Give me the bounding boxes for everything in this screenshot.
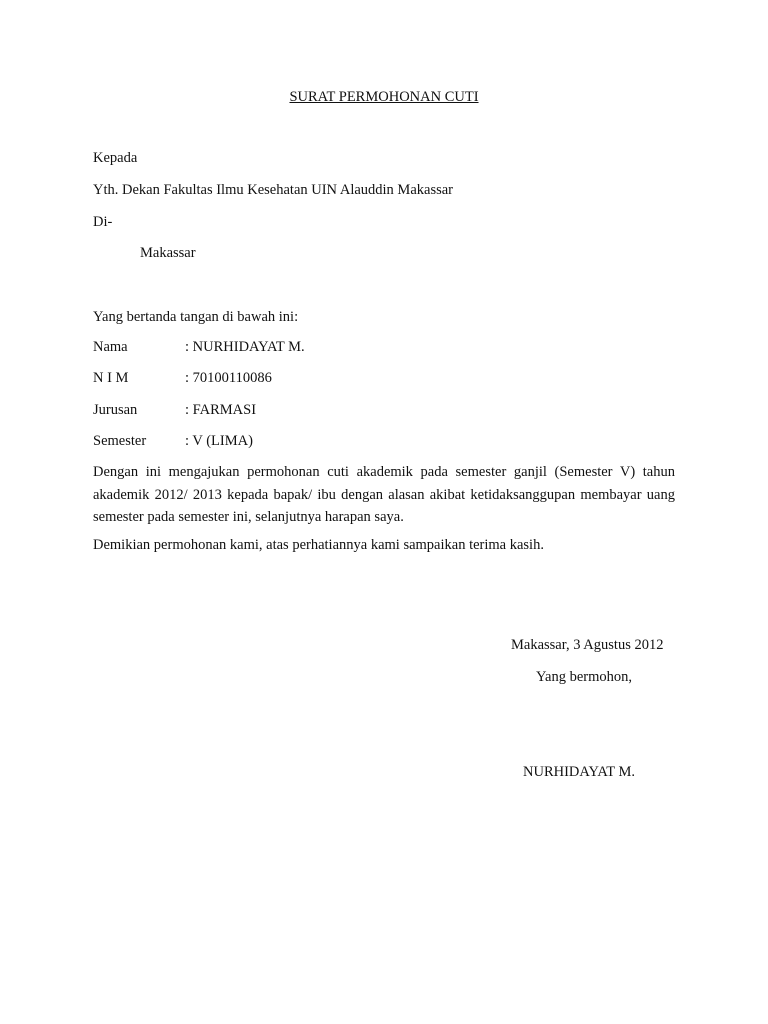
field-label-nim: N I M [93, 370, 129, 386]
closing-paragraph: Demikian permohonan kami, atas perhatiannya kami sampaikan terima kasih. [93, 537, 544, 553]
field-value-semester: : V (LIMA) [185, 433, 253, 449]
signature-name: NURHIDAYAT M. [523, 764, 635, 780]
signature-applicant-label: Yang bermohon, [536, 669, 632, 685]
body-paragraph: Dengan ini mengajukan permohonan cuti akademik pada semester ganjil (Semester V) tahun akademik 2012/ 2013 kepada bapak/ ibu dengan alasan akibat ketidaksanggupan membayar uang semester pada semester ini, selanjutnya harapan saya. [93, 464, 675, 525]
recipient-addressee: Yth. Dekan Fakultas Ilmu Kesehatan UIN Alauddin Makassar [93, 182, 454, 198]
field-label-nama: Nama [93, 339, 128, 355]
recipient-di: Di- [93, 214, 113, 230]
signature-place-date: Makassar, 3 Agustus 2012 [511, 637, 664, 653]
letter-title: SURAT PERMOHONAN CUTI [289, 89, 479, 105]
field-value-jurusan: : FARMASI [185, 402, 257, 418]
recipient-kepada: Kepada [93, 150, 138, 166]
field-value-nama: : NURHIDAYAT M. [185, 339, 305, 355]
recipient-city: Makassar [140, 245, 196, 261]
field-value-nim: : 70100110086 [185, 370, 272, 386]
intro-text: Yang bertanda tangan di bawah ini: [93, 309, 299, 325]
field-label-jurusan: Jurusan [93, 402, 138, 418]
field-label-semester: Semester [93, 433, 147, 449]
